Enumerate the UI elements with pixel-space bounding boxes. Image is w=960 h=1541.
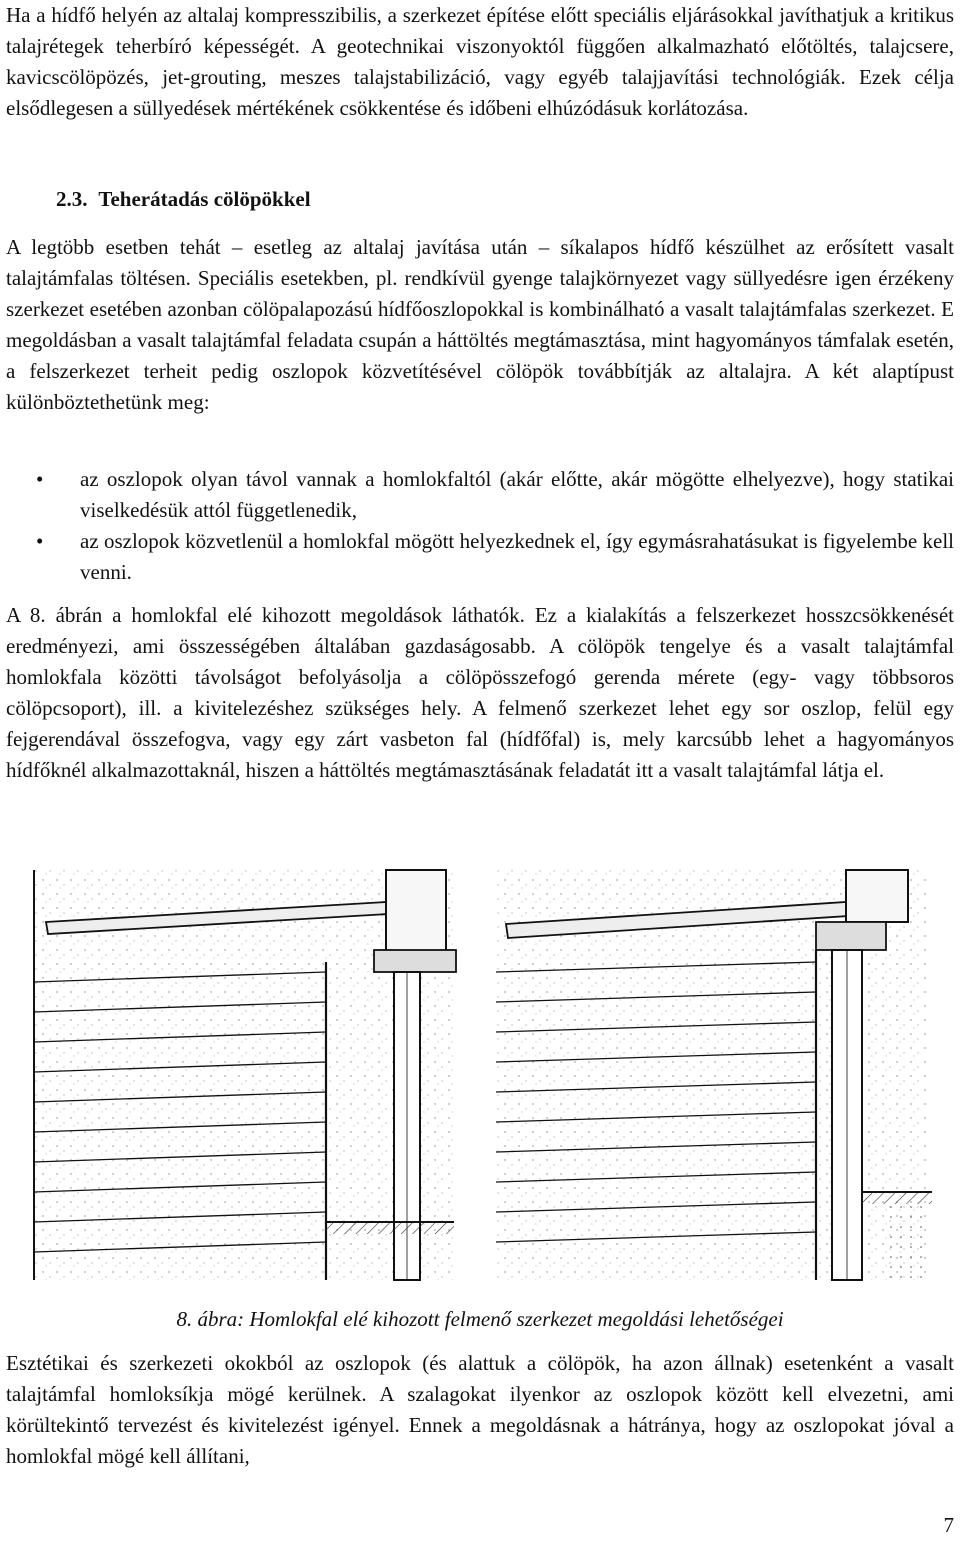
figure-caption: 8. ábra: Homlokfal elé kihozott felmenő szerkezet megoldási lehetőségei: [176, 1307, 784, 1331]
bullet-icon: •: [36, 529, 44, 553]
section-heading: [56, 184, 311, 215]
paragraph-intro: Ha a hídfő helyén az altalaj kompresszibilis, a szerkezet építése előtt speciális eljárásokkal javíthatjuk a kritikus talajrétegek teherbíró képességét. A geotechnikai viszonyoktól függően alkalmazható előtöltés, talajcsere, kavicscölöpözés, jet-grouting, meszes talajstabilizáció, vagy egyéb talajjavítási technológiák. Ezek célja elsődlegesen a süllyedések mértékének csökkentése és időbeni elhúzódásuk korlátozása.: [6, 3, 954, 120]
bullet-list: [6, 464, 954, 588]
paragraph-figure-description: A 8. ábrán a homlokfal elé kihozott megoldások láthatók. Ez a kialakítás a felszerkezet hosszcsökkenését eredményezi, ami összességében általában gazdaságosabb. A cölöpök tengelye és a vasalt talajtámfal homlokfala közötti távolságot befolyásolja a cölöpösszefogó gerenda mérete (egy- vagy többsoros cölöpcsoport), ill. a kivitelezéshez szükséges hely. A felmenő szerkezet lehet egy sor oszlop, felül egy fejgerendával összefogva, vagy egy zárt vasbeton fal (hídfőfal) is, mely karcsúbb lehet a hagyományos hídfőknél alkalmazottaknál, hiszen a háttöltés megtámasztásának feladatát itt a vasalt talajtámfal látja el.: [6, 603, 954, 782]
paragraph-load-transfer: A legtöbb esetben tehát – esetleg az altalaj javítása után – síkalapos hídfő készülhet az erősített vasalt talajtámfalas töltésen. Speciális esetekben, pl. rendkívül gyenge talajkörnyezet vagy süllyedésre igen érzékeny szerkezet esetében azonban cölöpalapozású hídfőoszlopokkal is kombinálható a vasalt talajtámfalas szerkezet. E megoldásban a vasalt talajtámfal feladata csupán a háttöltés megtámasztása, mint hagyományos támfalak esetén, a felszerkezet terheit pedig oszlopok közvetítésével cölöpök továbbítják az altalajra. A két alaptípust különböztethetünk meg:: [6, 235, 954, 414]
section-number: 2.3.: [56, 187, 88, 211]
right-section: [496, 870, 932, 1280]
paragraph-aesthetic: Esztétikai és szerkezeti okokból az oszlopok (és alattuk a cölöpök, ha azon állnak) esetenként a vasalt talajtámfal homloksíkja mögé kerülnek. A szalagokat ilyenkor az oszlopok között kell elvezetni, ami körültekintő tervezést és kivitelezést igényel. Ennek a megoldásnak a hátránya, hogy az oszlopokat jóval a homlokfal mögé kell állítani,: [6, 1351, 954, 1468]
list-item: [6, 526, 954, 588]
section-title: Teherátadás cölöpökkel: [98, 187, 311, 211]
bullet-icon: •: [36, 467, 44, 491]
page-number: 7: [943, 1513, 954, 1537]
list-item-text: az oszlopok olyan távol vannak a homlokfaltól (akár előtte, akár mögötte elhelyezve), hogy statikai viselkedésük attól függetlenedik,: [80, 467, 954, 522]
abutment-cross-section-drawing: [26, 862, 935, 1286]
list-item: [6, 464, 954, 526]
left-section: [34, 870, 456, 1280]
list-item-text: az oszlopok közvetlenül a homlokfal mögött helyezkednek el, így egymásrahatásukat is figyelembe kell venni.: [80, 529, 954, 584]
